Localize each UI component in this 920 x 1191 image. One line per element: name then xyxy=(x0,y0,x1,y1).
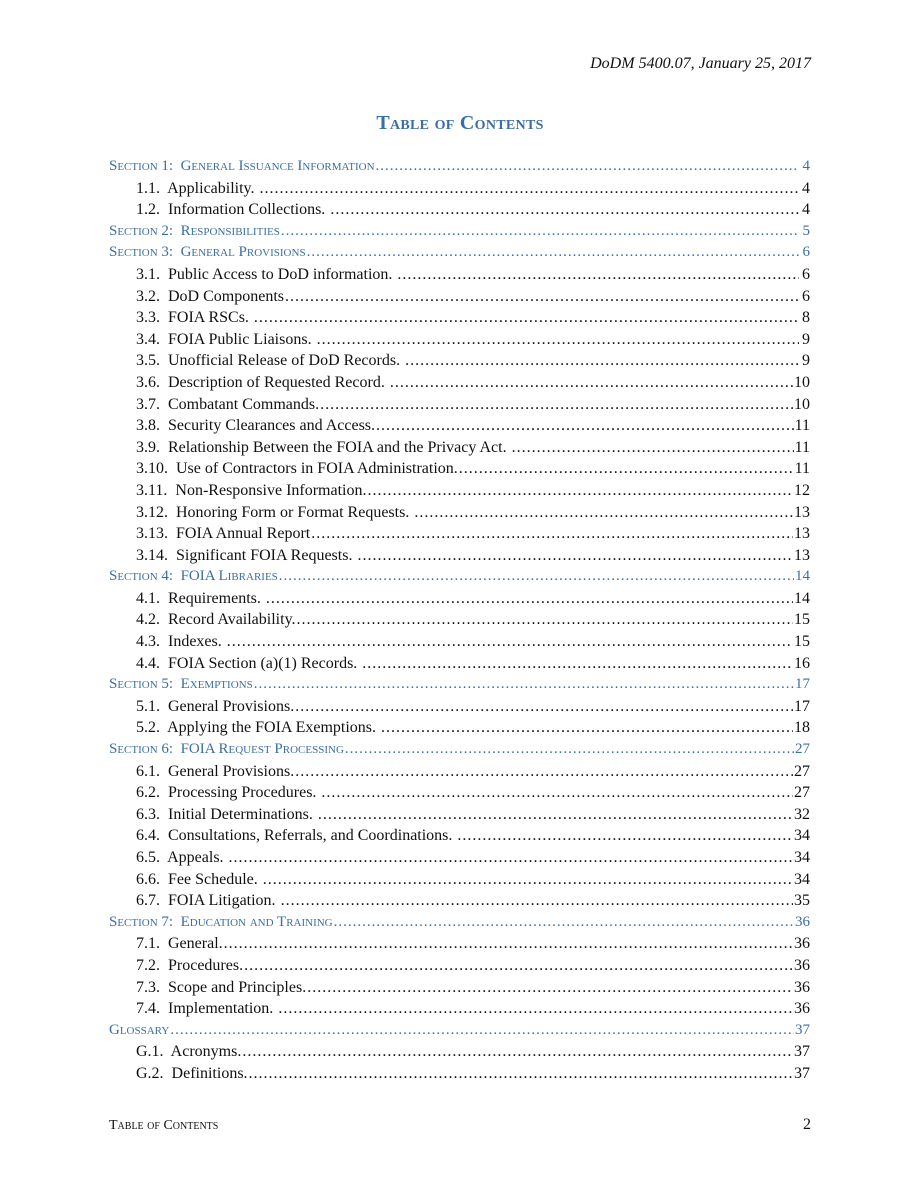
toc-entry-label: 5.2. Applying the FOIA Exemptions. xyxy=(136,719,380,737)
toc-entry-label: 5.1. General Provisions. xyxy=(136,697,295,715)
dot-leader xyxy=(362,653,793,675)
dot-leader xyxy=(281,890,793,912)
toc-entry-page: 6 xyxy=(802,265,810,283)
toc-entry-label: 7.2. Procedures. xyxy=(136,956,244,974)
toc-entry-label: 4.2. Record Availability. xyxy=(136,611,296,629)
toc-entry-page: 8 xyxy=(802,309,810,327)
toc-item-link[interactable] xyxy=(109,502,810,524)
toc-section-link[interactable] xyxy=(109,912,810,934)
dot-leader xyxy=(307,977,793,999)
dot-leader xyxy=(281,221,799,243)
toc-entry-page: 37 xyxy=(794,1043,810,1061)
toc-entry-label: 3.8. Security Clearances and Access. xyxy=(136,417,376,435)
toc-entry-page: 13 xyxy=(794,525,810,543)
toc-section-link[interactable] xyxy=(109,242,810,264)
toc-entry-label: 1.1. Applicability. xyxy=(136,179,259,197)
toc-entry-label: 3.4. FOIA Public Liaisons. xyxy=(136,330,316,348)
toc-entry-label: 3.10. Use of Contractors in FOIA Administration. xyxy=(136,460,458,478)
dot-leader xyxy=(320,394,793,416)
toc-entry-page: 10 xyxy=(794,395,810,413)
dot-leader xyxy=(297,609,793,631)
dot-leader xyxy=(295,761,793,783)
toc-entry-label: 7.4. Implementation. xyxy=(136,1000,278,1018)
toc-section-link[interactable] xyxy=(109,566,810,588)
toc-item-link[interactable] xyxy=(109,847,810,869)
toc-entry-label: 4.1. Requirements. xyxy=(136,589,265,607)
toc-entry-page: 13 xyxy=(794,503,810,521)
toc-entry-page: 12 xyxy=(794,481,810,499)
toc-item-link[interactable] xyxy=(109,631,810,653)
dot-leader xyxy=(512,437,794,459)
toc-entry-label: Glossary xyxy=(109,1021,170,1038)
toc-item-link[interactable] xyxy=(109,998,810,1020)
toc-entry-label: 3.6. Description of Requested Record. xyxy=(136,373,389,391)
dot-leader xyxy=(376,156,799,178)
toc-entry-page: 15 xyxy=(794,633,810,651)
toc-entry-page: 35 xyxy=(794,892,810,910)
toc-item-link[interactable] xyxy=(109,609,810,631)
toc-item-link[interactable] xyxy=(109,286,810,308)
toc-section-link[interactable] xyxy=(109,156,810,178)
toc-item-link[interactable] xyxy=(109,372,810,394)
toc-item-link[interactable] xyxy=(109,825,810,847)
toc-item-link[interactable] xyxy=(109,955,810,977)
dot-leader xyxy=(397,264,799,286)
dot-leader xyxy=(321,782,793,804)
page-title: Table of Contents xyxy=(376,112,544,134)
toc-entry-page: 4 xyxy=(802,201,810,219)
toc-entry-label: G.1. Acronyms. xyxy=(136,1043,242,1061)
toc-item-link[interactable] xyxy=(109,458,810,480)
toc-entry-label: 4.3. Indexes. xyxy=(136,633,226,651)
toc-item-link[interactable] xyxy=(109,933,810,955)
toc-entry-label: 3.11. Non-Responsive Information. xyxy=(136,481,367,499)
toc-entry-label: G.2. Definitions. xyxy=(136,1064,248,1082)
toc-entry-label: 1.2. Information Collections. xyxy=(136,201,330,219)
toc-entry-label: 3.14. Significant FOIA Requests. xyxy=(136,546,357,564)
dot-leader xyxy=(457,825,793,847)
toc-entry-label: 6.3. Initial Determinations. xyxy=(136,805,317,823)
toc-item-link[interactable] xyxy=(109,545,810,567)
toc-item-link[interactable] xyxy=(109,264,810,286)
dot-leader xyxy=(266,588,793,610)
dot-leader xyxy=(278,998,793,1020)
toc-entry-page: 34 xyxy=(794,827,810,845)
toc-section-link[interactable] xyxy=(109,674,810,696)
toc-entry-label: 3.5. Unofficial Release of DoD Records. xyxy=(136,352,405,370)
toc-entry-page: 36 xyxy=(794,1000,810,1018)
toc-entry-label: 6.2. Processing Procedures. xyxy=(136,784,321,802)
toc-entry-page: 36 xyxy=(794,935,810,953)
toc-entry-page: 10 xyxy=(794,373,810,391)
toc-entry-page: 9 xyxy=(802,330,810,348)
toc-item-link[interactable] xyxy=(109,178,810,200)
toc-entry-label: Section 2: Responsibilities xyxy=(109,222,280,239)
toc-entry-label: 3.1. Public Access to DoD information. xyxy=(136,265,397,283)
toc-entry-label: 3.12. Honoring Form or Format Requests. xyxy=(136,503,414,521)
toc-entry-page: 27 xyxy=(795,741,810,758)
toc-entry-page: 11 xyxy=(794,438,810,456)
toc-item-link[interactable] xyxy=(109,480,810,502)
toc-entry-page: 27 xyxy=(794,784,810,802)
toc-entry-label: Section 1: General Issuance Information xyxy=(109,158,375,174)
toc-entry-page: 11 xyxy=(794,417,810,435)
toc-item-link[interactable] xyxy=(109,307,810,329)
toc-item-link[interactable] xyxy=(109,415,810,437)
toc-section-link[interactable] xyxy=(109,221,810,243)
toc-entry-page: 34 xyxy=(794,849,810,866)
dot-leader xyxy=(227,631,793,653)
toc-entry-page: 4 xyxy=(802,158,810,174)
toc-entry-page: 34 xyxy=(794,870,810,888)
dot-leader xyxy=(285,286,799,308)
toc-entry-label: Section 6: FOIA Request Processing xyxy=(109,741,344,758)
toc-entry-label: Section 5: Exemptions xyxy=(109,676,253,693)
toc-entry-label: Section 4: FOIA Libraries xyxy=(109,568,278,585)
toc-item-link[interactable] xyxy=(109,804,810,826)
toc-entry-page: 14 xyxy=(795,568,810,585)
toc-entry-page: 18 xyxy=(794,719,810,737)
toc-entry-label: 6.4. Consultations, Referrals, and Coordinations. xyxy=(136,827,457,845)
toc-item-link[interactable] xyxy=(109,350,810,372)
toc-entry-label: 7.3. Scope and Principles. xyxy=(136,978,307,996)
dot-leader xyxy=(244,955,793,977)
table-of-contents xyxy=(109,156,810,1085)
toc-entry-page: 17 xyxy=(795,676,810,693)
toc-item-link[interactable] xyxy=(109,523,810,545)
toc-entry-label: 3.7. Combatant Commands. xyxy=(136,395,320,413)
toc-entry-label: 3.2. DoD Components xyxy=(136,287,284,305)
toc-item-link[interactable] xyxy=(109,199,810,221)
toc-item-link[interactable] xyxy=(109,1063,810,1085)
toc-section-link[interactable] xyxy=(109,1020,810,1042)
toc-entry-page: 9 xyxy=(802,352,810,370)
dot-leader xyxy=(254,674,794,696)
dot-leader xyxy=(249,1063,793,1085)
dot-leader xyxy=(295,696,793,718)
dot-leader xyxy=(367,480,793,502)
dot-leader xyxy=(405,350,799,372)
toc-item-link[interactable] xyxy=(109,717,810,739)
toc-entry-page: 15 xyxy=(794,611,810,629)
dot-leader xyxy=(390,372,793,394)
toc-section-link[interactable] xyxy=(109,739,810,761)
dot-leader xyxy=(263,869,793,891)
toc-entry-page: 37 xyxy=(795,1021,810,1038)
toc-entry-page: 37 xyxy=(794,1064,810,1082)
toc-item-link[interactable] xyxy=(109,869,810,891)
dot-leader xyxy=(330,199,799,221)
toc-entry-page: 4 xyxy=(802,179,810,197)
toc-entry-label: 3.13. FOIA Annual Report xyxy=(136,525,311,543)
dot-leader xyxy=(224,933,793,955)
toc-entry-page: 32 xyxy=(794,805,810,823)
dot-leader xyxy=(307,242,799,264)
toc-item-link[interactable] xyxy=(109,329,810,351)
dot-leader xyxy=(459,458,794,480)
toc-entry-page: 6 xyxy=(802,287,810,305)
toc-entry-page: 13 xyxy=(794,546,810,564)
toc-item-link[interactable] xyxy=(109,437,810,459)
footer-section-name: Table of Contents xyxy=(109,1118,219,1133)
dot-leader xyxy=(376,415,794,437)
toc-entry-label: Section 7: Education and Training xyxy=(109,913,333,930)
toc-entry-label: 3.3. FOIA RSCs. xyxy=(136,309,253,327)
toc-item-link[interactable] xyxy=(109,588,810,610)
dot-leader xyxy=(279,566,794,588)
dot-leader xyxy=(311,523,793,545)
toc-entry-label: 3.9. Relationship Between the FOIA and the Privacy Act. xyxy=(136,438,511,456)
toc-item-link[interactable] xyxy=(109,1041,810,1063)
toc-entry-page: 36 xyxy=(794,978,810,996)
toc-entry-label: Section 3: General Provisions xyxy=(109,244,306,261)
dot-leader xyxy=(414,502,793,524)
toc-entry-label: 7.1. General. xyxy=(136,935,223,953)
toc-item-link[interactable] xyxy=(109,782,810,804)
dot-leader xyxy=(317,329,799,351)
toc-entry-page: 6 xyxy=(802,244,810,261)
dot-leader xyxy=(345,739,794,761)
dot-leader xyxy=(242,1041,793,1063)
footer-page-number: 2 xyxy=(803,1116,811,1133)
dot-leader xyxy=(170,1020,794,1042)
toc-entry-label: 6.7. FOIA Litigation. xyxy=(136,892,280,910)
toc-entry-page: 11 xyxy=(794,460,810,478)
toc-item-link[interactable] xyxy=(109,394,810,416)
dot-leader xyxy=(318,804,793,826)
toc-entry-page: 14 xyxy=(794,589,810,607)
toc-entry-page: 16 xyxy=(794,654,810,672)
toc-item-link[interactable] xyxy=(109,696,810,718)
toc-entry-label: 6.5. Appeals. xyxy=(136,849,228,866)
toc-entry-label: 4.4. FOIA Section (a)(1) Records. xyxy=(136,654,362,672)
dot-leader xyxy=(334,912,794,934)
document-reference-header: DoDM 5400.07, January 25, 2017 xyxy=(590,55,811,72)
toc-entry-page: 17 xyxy=(794,697,810,715)
toc-entry-label: 6.6. Fee Schedule. xyxy=(136,870,262,888)
toc-item-link[interactable] xyxy=(109,890,810,912)
toc-item-link[interactable] xyxy=(109,761,810,783)
dot-leader xyxy=(260,178,799,200)
toc-item-link[interactable] xyxy=(109,653,810,675)
dot-leader xyxy=(254,307,799,329)
toc-entry-page: 36 xyxy=(795,913,810,930)
dot-leader xyxy=(381,717,793,739)
toc-item-link[interactable] xyxy=(109,977,810,999)
dot-leader xyxy=(357,545,793,567)
toc-entry-page: 5 xyxy=(802,222,810,239)
dot-leader xyxy=(229,847,793,869)
toc-entry-label: 6.1. General Provisions. xyxy=(136,762,295,780)
toc-entry-page: 36 xyxy=(794,956,810,974)
toc-entry-page: 27 xyxy=(794,762,810,780)
